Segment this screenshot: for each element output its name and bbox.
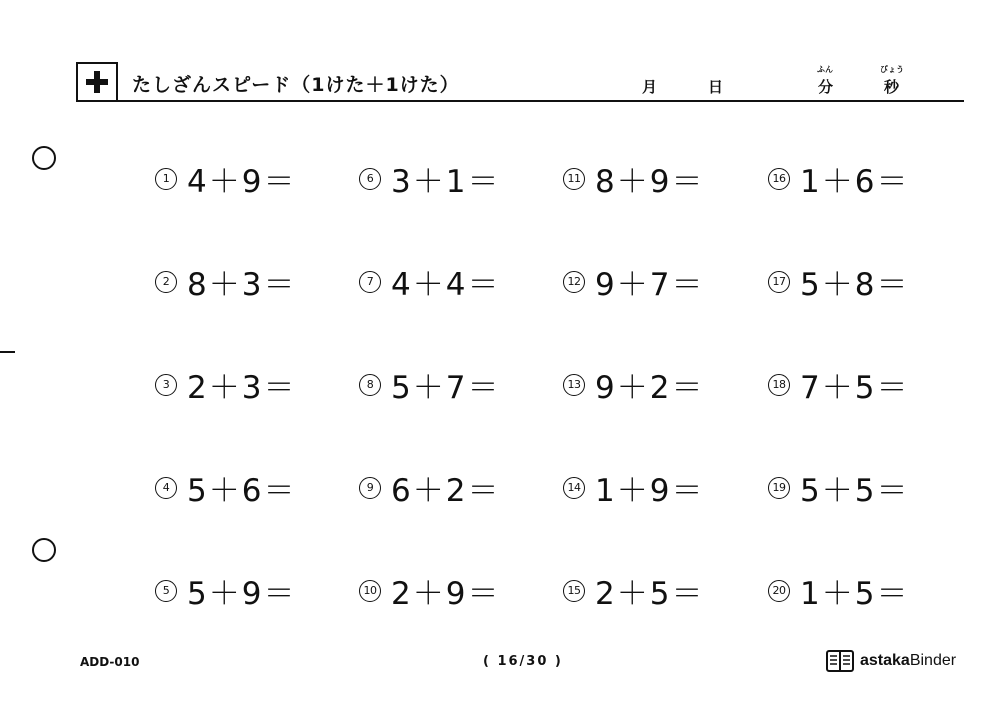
worksheet-code: ADD-010 (80, 655, 140, 669)
problem-11 (563, 156, 704, 201)
problem-expression: 1＋9＝ (595, 473, 705, 509)
problem-12 (563, 259, 704, 304)
page-number: ( 16/30 ) (483, 654, 563, 669)
problem-7 (359, 259, 500, 304)
plus-icon (76, 62, 118, 102)
problem-number: 4 (155, 477, 177, 499)
problem-number: 1 (155, 168, 177, 190)
problem-15 (563, 568, 704, 613)
problem-20 (768, 568, 909, 613)
problem-number: 10 (359, 580, 381, 602)
problem-expression: 9＋2＝ (595, 370, 705, 406)
second-ruby: びょう (880, 65, 904, 74)
problem-number: 9 (359, 477, 381, 499)
problem-1 (155, 156, 296, 201)
binder-hole-bottom (32, 538, 56, 562)
problem-9 (359, 465, 500, 510)
month-label: 月 (642, 78, 658, 96)
problem-expression: 4＋4＝ (391, 267, 501, 303)
problem-expression: 4＋9＝ (187, 164, 297, 200)
problem-expression: 9＋7＝ (595, 267, 705, 303)
problem-19 (768, 465, 909, 510)
page-title: たしざんスピード（1けた＋1けた） (132, 74, 460, 96)
problem-expression: 3＋1＝ (391, 164, 501, 200)
problem-number: 20 (768, 580, 790, 602)
problem-number: 7 (359, 271, 381, 293)
problem-expression: 2＋3＝ (187, 370, 297, 406)
problem-expression: 5＋8＝ (800, 267, 910, 303)
problem-number: 14 (563, 477, 585, 499)
problem-18 (768, 362, 909, 407)
problem-expression: 5＋7＝ (391, 370, 501, 406)
problem-2 (155, 259, 296, 304)
problem-8 (359, 362, 500, 407)
problem-expression: 2＋9＝ (391, 576, 501, 612)
header-rule (118, 100, 964, 102)
problem-number: 17 (768, 271, 790, 293)
problem-number: 2 (155, 271, 177, 293)
problem-expression: 5＋5＝ (800, 473, 910, 509)
problem-expression: 8＋9＝ (595, 164, 705, 200)
problem-number: 3 (155, 374, 177, 396)
binder-hole-top (32, 146, 56, 170)
problem-5 (155, 568, 296, 613)
problem-number: 12 (563, 271, 585, 293)
problem-expression: 1＋5＝ (800, 576, 910, 612)
problem-number: 11 (563, 168, 585, 190)
center-fold-mark (0, 351, 15, 353)
problem-expression: 1＋6＝ (800, 164, 910, 200)
minute-ruby: ふん (817, 65, 833, 74)
brand-logo (826, 650, 956, 672)
problem-number: 15 (563, 580, 585, 602)
problem-expression: 6＋2＝ (391, 473, 501, 509)
minute-label: 分 (818, 78, 834, 96)
problem-3 (155, 362, 296, 407)
day-label: 日 (708, 78, 724, 96)
problem-number: 13 (563, 374, 585, 396)
problem-expression: 8＋3＝ (187, 267, 297, 303)
problem-number: 16 (768, 168, 790, 190)
problem-10 (359, 568, 500, 613)
problem-number: 6 (359, 168, 381, 190)
problem-number: 19 (768, 477, 790, 499)
problem-number: 8 (359, 374, 381, 396)
problem-6 (359, 156, 500, 201)
problem-expression: 7＋5＝ (800, 370, 910, 406)
problem-expression: 2＋5＝ (595, 576, 705, 612)
problem-expression: 5＋9＝ (187, 576, 297, 612)
second-label: 秒 (884, 78, 900, 96)
problem-16 (768, 156, 909, 201)
problem-17 (768, 259, 909, 304)
problem-13 (563, 362, 704, 407)
brand-name: astakaBinder (860, 652, 957, 669)
problem-number: 5 (155, 580, 177, 602)
binder-icon (826, 650, 854, 672)
problem-expression: 5＋6＝ (187, 473, 297, 509)
problem-14 (563, 465, 704, 510)
problem-number: 18 (768, 374, 790, 396)
problem-4 (155, 465, 296, 510)
